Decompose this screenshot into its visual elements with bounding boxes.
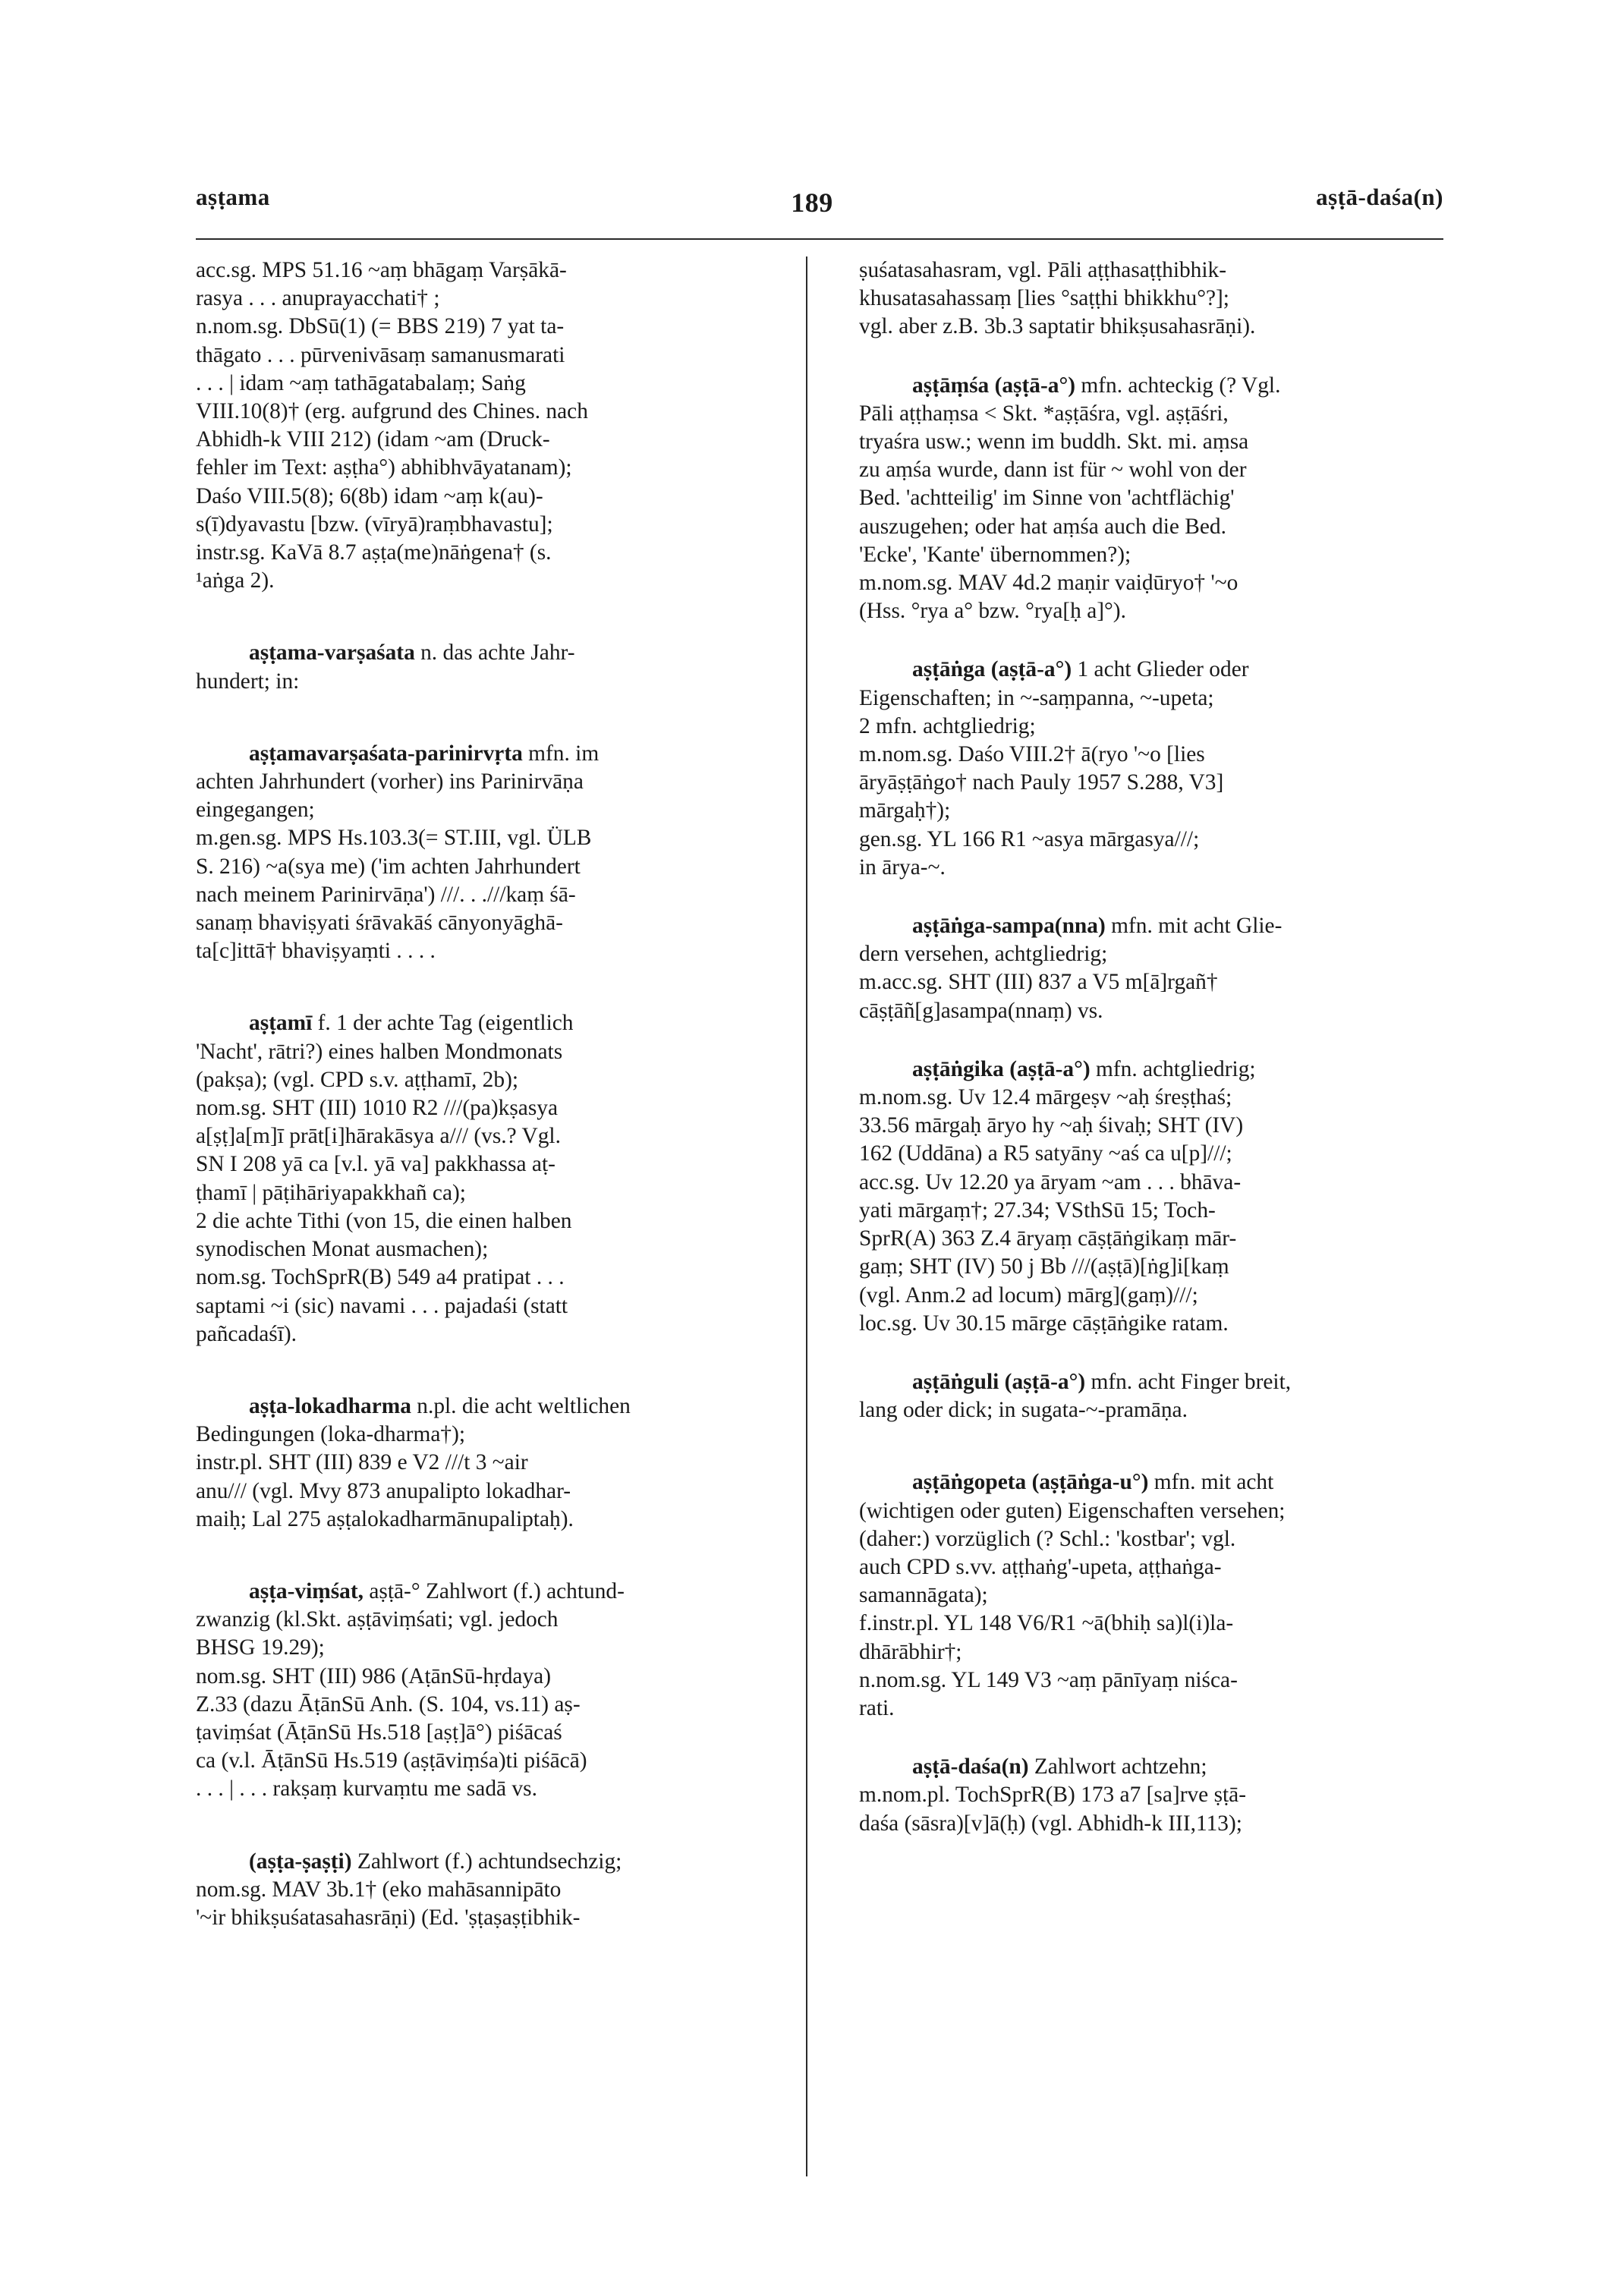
entry-line: loc.sg. Uv 30.15 mārge cāṣṭāṅgike ratam. <box>859 1311 1229 1336</box>
headword: aṣṭāṅgopeta (aṣṭāṅga-u°) <box>912 1470 1149 1495</box>
entry-line: nom.sg. SHT (III) 986 (AṭānSū-hṛdaya) <box>196 1663 551 1688</box>
entry-line: acc.sg. Uv 12.20 ya āryam ~am . . . bhāva- <box>859 1169 1242 1194</box>
entry-line: auch CPD s.vv. aṭṭhaṅg'-upeta, aṭṭhaṅga- <box>859 1554 1222 1579</box>
entry-line: (vgl. Anm.2 ad locum) mārg](gaṃ)///; <box>859 1282 1198 1308</box>
entry-line: SN I 208 yā ca [v.l. yā va] pakkhassa aṭ- <box>196 1152 555 1177</box>
entry-line: khusatasahassaṃ [lies °saṭṭhi bhikkhu°?]; <box>859 286 1229 311</box>
entry-line: nom.sg. SHT (III) 1010 R2 ///(pa)kṣasya <box>196 1096 558 1121</box>
entry-line: maiḥ; Lal 275 aṣṭalokadharmānupaliptaḥ). <box>196 1506 574 1531</box>
entry-line: Z.33 (dazu ĀṭānSū Anh. (S. 104, vs.11) aṣ- <box>196 1692 581 1717</box>
entry-line: aṣṭāṅga (aṣṭā-a°) 1 acht Glieder oder <box>912 657 1249 682</box>
entry-line: aṣṭa-lokadharma n.pl. die acht weltlichen <box>249 1393 631 1418</box>
entry-line: yati mārgaṃ†; 27.34; VSthSū 15; Toch- <box>859 1197 1216 1223</box>
entry-line: (wichtigen oder guten) Eigenschaften versehen; <box>859 1498 1286 1523</box>
entry-line: n.nom.sg. YL 149 V3 ~aṃ pānīyaṃ niśca- <box>859 1667 1238 1692</box>
dictionary-entry <box>859 1468 1443 1723</box>
entry-line: zu aṃśa wurde, dann ist für ~ wohl von der <box>859 458 1247 483</box>
entry-line: eingegangen; <box>196 798 315 823</box>
entry-line: 2 mfn. achtgliedrig; <box>859 713 1036 738</box>
entry-line: fehler im Text: aṣṭha°) abhibhvāyatanam); <box>196 455 572 480</box>
entry-line: gen.sg. YL 166 R1 ~asya mārgasya///; <box>859 826 1200 851</box>
dictionary-entry <box>196 1009 780 1348</box>
entry-line: (aṣṭa-ṣaṣṭi) Zahlwort (f.) achtundsechzig; <box>249 1849 622 1874</box>
entry-line: a[ṣṭ]a[m]ī prāt[i]hārakāsya a/// (vs.? Vgl. <box>196 1124 561 1149</box>
entry-line: 162 (Uddāna) a R5 satyāny ~aś ca u[p]///; <box>859 1141 1232 1166</box>
headword: aṣṭāṅguli (aṣṭā-a°) <box>912 1369 1086 1394</box>
entry-line: Eigenschaften; in ~-saṃpanna, ~-upeta; <box>859 685 1214 710</box>
headword: aṣṭāṅgika (aṣṭā-a°) <box>912 1056 1091 1081</box>
entry-continuation <box>196 256 780 595</box>
entry-line: (pakṣa); (vgl. CPD s.v. aṭṭhamī, 2b); <box>196 1067 519 1092</box>
entry-line: aṣṭama-varṣaśata n. das achte Jahr- <box>249 640 575 666</box>
headword: (aṣṭa-ṣaṣṭi) <box>249 1849 352 1874</box>
entry-line: rasya . . . anuprayacchati† ; <box>196 286 440 311</box>
entry-line: aṣṭāṅga-sampa(nna) mfn. mit acht Glie- <box>912 914 1283 939</box>
entry-line: hundert; in: <box>196 669 300 694</box>
entry-line: instr.sg. KaVā 8.7 aṣṭa(me)nāṅgena† (s. <box>196 540 552 565</box>
headword: aṣṭamī <box>249 1011 313 1036</box>
entry-line: cāṣṭāñ[g]asampa(nnaṃ) vs. <box>859 998 1103 1023</box>
entry-line: sanaṃ bhaviṣyati śrāvakāś cānyonyāghā- <box>196 911 563 936</box>
entry-line: nom.sg. TochSprR(B) 549 a4 pratipat . . . <box>196 1265 565 1290</box>
entry-continuation <box>859 256 1443 341</box>
entry-line: S. 216) ~a(sya me) ('im achten Jahrhundert <box>196 854 581 879</box>
entry-line: rati. <box>859 1695 895 1720</box>
dictionary-entry <box>196 639 780 695</box>
entry-line: ṣuśatasahasram, vgl. Pāli aṭṭhasaṭṭhibhik- <box>859 258 1227 282</box>
entry-line: acc.sg. MPS 51.16 ~aṃ bhāgaṃ Varṣākā- <box>196 258 567 282</box>
entry-line: thāgato . . . pūrvenivāsaṃ samanusmarati <box>196 342 565 367</box>
dictionary-entry <box>859 1056 1443 1338</box>
header-rule <box>196 238 1443 240</box>
dictionary-entry <box>196 740 780 966</box>
page-number: 189 <box>791 187 833 218</box>
entry-line: ta[c]ittā† bhaviṣyaṃti . . . . <box>196 939 436 964</box>
entry-line: ca (v.l. ĀṭānSū Hs.519 (aṣṭāviṃśa)ti piśācā) <box>196 1748 587 1773</box>
entry-line: aṣṭā-daśa(n) Zahlwort achtzehn; <box>912 1754 1207 1780</box>
entry-line: f.instr.pl. YL 148 V6/R1 ~ā(bhiḥ sa)l(i)la- <box>859 1611 1234 1636</box>
entry-line: aṣṭa-viṃśat, aṣṭā-° Zahlwort (f.) achtund- <box>249 1578 625 1603</box>
entry-line: vgl. aber z.B. 3b.3 saptatir bhikṣusahasrāṇi). <box>859 314 1256 339</box>
entry-line: s(ī)dyavastu [bzw. (vīryā)raṃbhavastu]; <box>196 511 553 537</box>
entry-line: in ārya-~. <box>859 854 946 880</box>
entry-line: '~ir bhikṣuśatasahasrāṇi) (Ed. 'ṣṭaṣaṣṭibhik- <box>196 1905 581 1930</box>
entry-line: aṣṭāṅgika (aṣṭā-a°) mfn. achtgliedrig; <box>912 1056 1256 1081</box>
dictionary-entry <box>196 1848 780 1933</box>
entry-line: nach meinem Parinirvāṇa') ///. . .///kaṃ śā- <box>196 882 576 907</box>
entry-line: Daśo VIII.5(8); 6(8b) idam ~aṃ k(au)- <box>196 483 543 508</box>
entry-line: Bedingungen (loka-dharma†); <box>196 1422 466 1447</box>
entry-line: auszugehen; oder hat aṃśa auch die Bed. <box>859 514 1226 539</box>
entry-line: n.nom.sg. DbSū(1) (= BBS 219) 7 yat ta- <box>196 314 565 339</box>
entry-line: 'Nacht', rātri?) eines halben Mondmonats <box>196 1039 563 1064</box>
entry-line: mārgaḥ†); <box>859 798 951 823</box>
headword: aṣṭāṃśa (aṣṭā-a°) <box>912 373 1076 398</box>
headword: aṣṭamavarṣaśata-parinirvṛta <box>249 741 523 766</box>
entry-line: aṣṭamī f. 1 der achte Tag (eigentlich <box>249 1011 574 1036</box>
entry-line: BHSG 19.29); <box>196 1635 325 1660</box>
dictionary-entry <box>859 1753 1443 1838</box>
dictionary-entry <box>196 1393 780 1534</box>
right-column <box>859 256 1443 1838</box>
entry-line: VIII.10(8)† (erg. aufgrund des Chines. nach <box>196 399 588 424</box>
dictionary-entry <box>859 912 1443 1025</box>
dictionary-entry <box>859 1368 1443 1424</box>
entry-line: 2 die achte Tithi (von 15, die einen halben <box>196 1208 572 1233</box>
entry-line: m.acc.sg. SHT (III) 837 a V5 m[ā]rgañ† <box>859 970 1218 995</box>
entry-line: aṣṭāṅguli (aṣṭā-a°) mfn. acht Finger breit, <box>912 1369 1292 1394</box>
entry-line: (Hss. °rya a° bzw. °rya[ḥ a]°). <box>859 599 1126 624</box>
entry-line: saptami ~i (sic) navami . . . pajadaśi (statt <box>196 1293 568 1318</box>
entry-line: lang oder dick; in sugata-~-pramāṇa. <box>859 1398 1188 1423</box>
entry-line: dern versehen, achtgliedrig; <box>859 942 1108 967</box>
entry-line: āryāṣṭāṅgo† nach Pauly 1957 S.288, V3] <box>859 770 1224 795</box>
headword: aṣṭā-daśa(n) <box>912 1754 1029 1780</box>
headword: aṣṭāṅga (aṣṭā-a°) <box>912 657 1072 682</box>
entry-line: nom.sg. MAV 3b.1† (eko mahāsannipāto <box>196 1877 562 1902</box>
entry-line: tryaśra usw.; wenn im buddh. Skt. mi. aṃsa <box>859 430 1249 455</box>
entry-line: Bed. 'achtteilig' im Sinne von 'achtflächig' <box>859 486 1235 511</box>
headword: aṣṭa-viṃśat, <box>249 1578 364 1603</box>
entry-line: m.nom.pl. TochSprR(B) 173 a7 [sa]rve ṣṭā- <box>859 1783 1247 1808</box>
entry-line: daśa (sāsra)[v]ā(ḥ) (vgl. Abhidh-k III,113); <box>859 1811 1242 1836</box>
left-column <box>196 256 780 1932</box>
entry-line: gaṃ; SHT (IV) 50 j Bb ///(aṣṭā)[ṅg]i[kaṃ <box>859 1254 1229 1279</box>
entry-line: ṭhamī | pāṭihāriyapakkhañ ca); <box>196 1180 466 1205</box>
entry-line: achten Jahrhundert (vorher) ins Parinirvāṇa <box>196 769 584 795</box>
entry-line: instr.pl. SHT (III) 839 e V2 ///t 3 ~air <box>196 1450 528 1475</box>
entry-line: ¹aṅga 2). <box>196 568 275 593</box>
entry-line: aṣṭāṅgopeta (aṣṭāṅga-u°) mfn. mit acht <box>912 1470 1274 1495</box>
entry-line: pañcadaśī). <box>196 1321 297 1346</box>
headword: aṣṭāṅga-sampa(nna) <box>912 914 1106 939</box>
entry-line: aṣṭāṃśa (aṣṭā-a°) mfn. achteckig (? Vgl. <box>912 373 1281 398</box>
entry-line: (daher:) vorzüglich (? Schl.: 'kostbar'; vgl. <box>859 1526 1236 1551</box>
entry-line: m.gen.sg. MPS Hs.103.3(= ST.III, vgl. ÜLB <box>196 826 592 851</box>
running-head-right: aṣṭā-daśa(n) <box>1316 184 1443 210</box>
entry-line: Abhidh-k VIII 212) (idam ~am (Druck- <box>196 427 550 452</box>
entry-line: . . . | . . . rakṣaṃ kurvaṃtu me sadā vs. <box>196 1776 537 1802</box>
entry-line: . . . | idam ~aṃ tathāgatabalaṃ; Saṅg <box>196 370 526 395</box>
entry-line: 33.56 mārgaḥ āryo hy ~aḥ śivaḥ; SHT (IV) <box>859 1113 1244 1138</box>
entry-line: anu/// (vgl. Mvy 873 anupalipto lokadhar- <box>196 1478 571 1503</box>
dictionary-entry <box>196 1578 780 1804</box>
entry-line: ṭaviṃśat (ĀṭānSū Hs.518 [aṣṭ]ā°) piśācaś <box>196 1720 562 1745</box>
entry-line: m.nom.sg. Uv 12.4 mārgeṣv ~aḥ śreṣṭhaś; <box>859 1085 1232 1110</box>
dictionary-entry <box>859 656 1443 882</box>
dictionary-entry <box>859 372 1443 626</box>
entry-line: m.nom.sg. Daśo VIII.2† ā(ryo '~o [lies <box>859 742 1205 767</box>
entry-line: aṣṭamavarṣaśata-parinirvṛta mfn. im <box>249 741 600 766</box>
entry-line: synodischen Monat ausmachen); <box>196 1237 489 1262</box>
entry-line: SprR(A) 363 Z.4 āryaṃ cāṣṭāṅgikaṃ mār- <box>859 1226 1237 1251</box>
headword: aṣṭama-varṣaśata <box>249 640 415 666</box>
column-separator <box>806 256 807 2176</box>
running-head-left: aṣṭama <box>196 184 270 210</box>
entry-line: samannāgata); <box>859 1583 988 1608</box>
entry-line: dhārābhir†; <box>859 1639 962 1664</box>
entry-line: Pāli aṭṭhaṃsa < Skt. *aṣṭāśra, vgl. aṣṭāśri, <box>859 401 1229 426</box>
entry-line: m.nom.sg. MAV 4d.2 maṇir vaiḍūryo† '~o <box>859 571 1238 596</box>
headword: aṣṭa-lokadharma <box>249 1393 411 1418</box>
entry-line: 'Ecke', 'Kante' übernommen?); <box>859 542 1131 567</box>
entry-line: zwanzig (kl.Skt. aṣṭāviṃśati; vgl. jedoch <box>196 1607 559 1632</box>
